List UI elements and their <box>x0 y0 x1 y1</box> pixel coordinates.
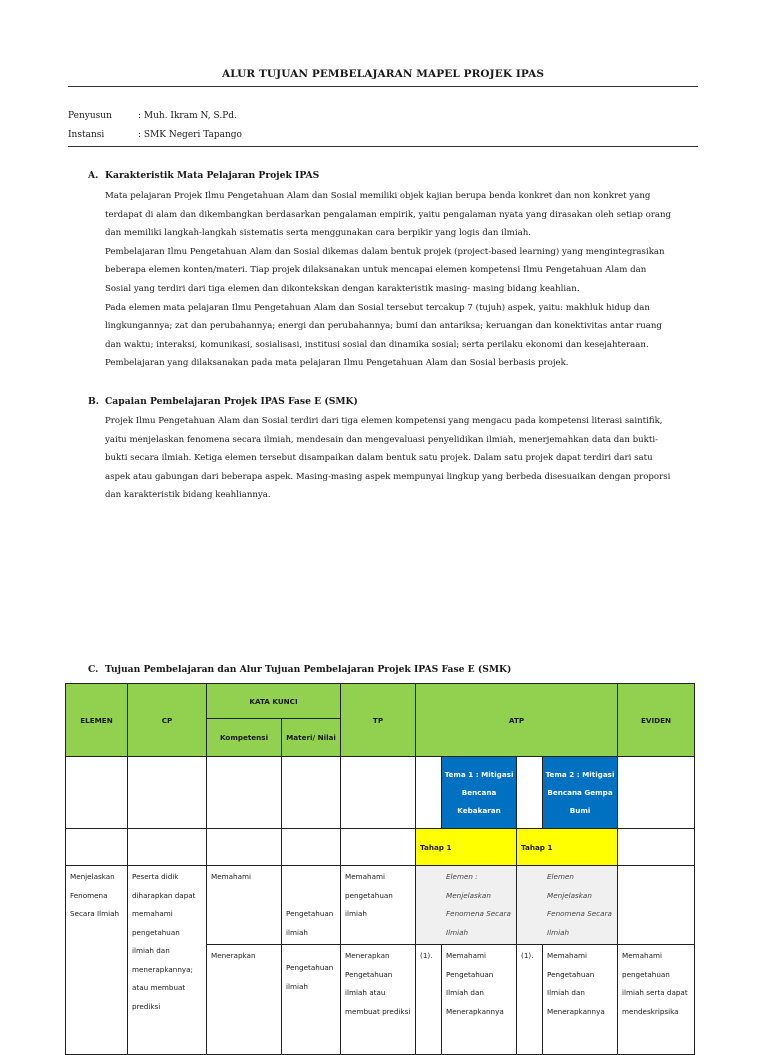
tp-text: Memahami pengetahuan ilmiah <box>345 872 393 918</box>
kompetensi-cell <box>207 866 282 945</box>
header-kata-kunci: KATA KUNCI <box>207 684 341 719</box>
atp-2-cell <box>543 945 618 1055</box>
atp-table <box>65 683 695 1055</box>
section-title: Capaian Pembelajaran Projek IPAS Fase E (SMK) <box>105 396 358 407</box>
header-eviden: EVIDEN <box>618 684 695 757</box>
empty-cell <box>207 757 282 829</box>
section-title: Tujuan Pembelajaran dan Alur Tujuan Pembelajaran Projek IPAS Fase E (SMK) <box>105 664 512 675</box>
materi-text: Pengetahuan ilmiah <box>286 963 334 991</box>
text-line: aspek atau gabungan dari beberapa aspek. Masing-masing aspek mempunyai lingkup yang berbeda disesuaikan dengan proporsi <box>105 471 671 482</box>
atp-2-text: Memahami Pengetahuan Ilmiah dan Menerapkannya <box>547 951 605 1016</box>
materi-cell <box>282 866 341 945</box>
text-line: dan karakteristik bidang keahliannya. <box>105 490 271 501</box>
empty-cell <box>66 757 128 829</box>
empty-cell <box>282 829 341 866</box>
empty-cell <box>416 757 442 829</box>
text-line: beberapa elemen konten/materi. Tiap projek dilaksanakan untuk mencapai elemen kompetensi Ilmu Pengetahuan Alam dan <box>105 265 647 276</box>
meta-value: : SMK Negeri Tapango <box>138 130 242 140</box>
section-a-heading <box>88 170 319 181</box>
atp-1-text: Elemen : Menjelaskan Fenomena Secara Ilmiah <box>446 872 511 937</box>
header-cp: CP <box>128 684 207 757</box>
kompetensi-text: Memahami <box>211 872 251 881</box>
atp-1-cell <box>442 945 517 1055</box>
header-atp: ATP <box>416 684 618 757</box>
section-b-heading <box>88 396 358 407</box>
text-line: Sosial yang terdiri dari tiga elemen dan dikontekskan dengan karakteristik masing- masing bidang keahlian. <box>105 283 580 294</box>
header-tp: TP <box>341 684 416 757</box>
text-line: yaitu menjelaskan fenomena secara ilmiah, mendesain dan mengevaluasi penyelidikan ilmiah, menerjemahkan data dan bukti- <box>105 434 659 445</box>
header-kompetensi: Kompetensi <box>207 719 282 757</box>
atp-2-cell <box>517 866 618 945</box>
meta-value: : Muh. Ikram N, S.Pd. <box>138 111 237 121</box>
text-line: Projek Ilmu Pengetahuan Alam dan Sosial terdiri dari tiga elemen kompetensi yang mengacu pada kompetensi literasi saintifik, <box>105 416 663 426</box>
eviden-cell <box>618 945 695 1055</box>
atp-number-cell <box>416 945 442 1055</box>
text-line: Pembelajaran Ilmu Pengetahuan Alam dan Sosial dikemas dalam bentuk projek (project-based learning) yang mengintegrasikan <box>105 246 665 257</box>
text-line: Pada elemen mata pelajaran Ilmu Pengetahuan Alam dan Sosial tersebut tercakup 7 (tujuh) aspek, yaitu: makhluk hidup dan <box>105 302 650 313</box>
atp-number: (1). <box>420 951 433 960</box>
elemen-cell <box>66 866 128 1055</box>
tahap-1-cell: Tahap 1 <box>416 829 517 866</box>
empty-cell <box>66 829 128 866</box>
empty-cell <box>128 829 207 866</box>
elemen-text: Menjelaskan Fenomena Secara Ilmiah <box>70 872 120 918</box>
empty-cell <box>618 757 695 829</box>
materi-text: Pengetahuan ilmiah <box>286 909 334 937</box>
text-line: dan memiliki langkah-langkah sistematis serta menggunakan cara berpikir yang logis dan ilmiah. <box>105 228 531 239</box>
materi-cell <box>282 945 341 1055</box>
text-line: terdapat di alam dan dikembangkan berdasarkan pengalaman empirik, yaitu pengalaman nyata yang dirasakan oleh setiap orang <box>105 209 672 220</box>
empty-cell <box>618 866 695 945</box>
cp-text: Peserta didik diharapkan dapat memahami pengetahuan ilmiah dan menerapkannya; atau membuat prediksi <box>132 872 196 1011</box>
atp-2-text: Elemen Menjelaskan Fenomena Secara Ilmiah <box>547 872 612 937</box>
atp-number-cell <box>517 945 543 1055</box>
section-letter: A. <box>88 170 99 181</box>
empty-cell <box>282 757 341 829</box>
empty-cell <box>341 757 416 829</box>
empty-cell <box>618 829 695 866</box>
header-elemen: ELEMEN <box>66 684 128 757</box>
meta-rule <box>68 146 698 147</box>
tema-2-cell: Tema 2 : Mitigasi Bencana Gempa Bumi <box>543 757 618 829</box>
meta-label: Penyusun <box>68 111 112 121</box>
header-materi: Materi/ Nilai <box>282 719 341 757</box>
section-c-heading <box>88 664 511 675</box>
text-line: dan waktu; interaksi, komunikasi, sosialisasi, institusi sosial dan dinamika sosial; serta perilaku ekonomi dan kesejahteraan. <box>105 339 649 350</box>
atp-number: (1). <box>521 951 534 960</box>
title-rule <box>68 86 698 87</box>
empty-cell <box>207 829 282 866</box>
section-b-paragraph <box>105 412 698 505</box>
kompetensi-text: Menerapkan <box>211 951 256 960</box>
tp-text: Menerapkan Pengetahuan ilmiah atau membuat prediksi <box>345 951 411 1016</box>
text-line: Pembelajaran yang dilaksanakan pada mata pelajaran Ilmu Pengetahuan Alam dan Sosial berbasis projek. <box>105 358 569 369</box>
atp-1-cell <box>416 866 517 945</box>
text-line: lingkungannya; zat dan perubahannya; energi dan perubahannya; bumi dan antariksa; keruangan dan konektivitas antar ruang <box>105 321 662 332</box>
text-line: bukti secara ilmiah. Ketiga elemen tersebut disampaikan dalam bentuk satu projek. Dalam satu projek dapat terdiri dari satu <box>105 453 653 464</box>
document-title: ALUR TUJUAN PEMBELAJARAN MAPEL PROJEK IPAS <box>221 68 545 80</box>
eviden-text: Memahami pengetahuan ilmiah serta dapat mendeskripsika <box>622 951 688 1016</box>
section-title: Karakteristik Mata Pelajaran Projek IPAS <box>105 170 320 181</box>
tp-cell <box>341 945 416 1055</box>
empty-cell <box>128 757 207 829</box>
tp-cell <box>341 866 416 945</box>
meta-label: Instansi <box>68 130 105 140</box>
tahap-2-cell: Tahap 1 <box>517 829 618 866</box>
tema-1-cell: Tema 1 : Mitigasi Bencana Kebakaran <box>442 757 517 829</box>
text-line: Mata pelajaran Projek Ilmu Pengetahuan Alam dan Sosial memiliki objek kajian berupa benda konkret dan non konkret yang <box>105 191 651 201</box>
section-letter: C. <box>88 664 99 675</box>
cp-cell <box>128 866 207 1055</box>
section-a-paragraph <box>105 187 698 373</box>
atp-1-text: Memahami Pengetahuan Ilmiah dan Menerapkannya <box>446 951 504 1016</box>
empty-cell <box>341 829 416 866</box>
section-letter: B. <box>88 396 99 407</box>
kompetensi-cell <box>207 945 282 1055</box>
empty-cell <box>517 757 543 829</box>
